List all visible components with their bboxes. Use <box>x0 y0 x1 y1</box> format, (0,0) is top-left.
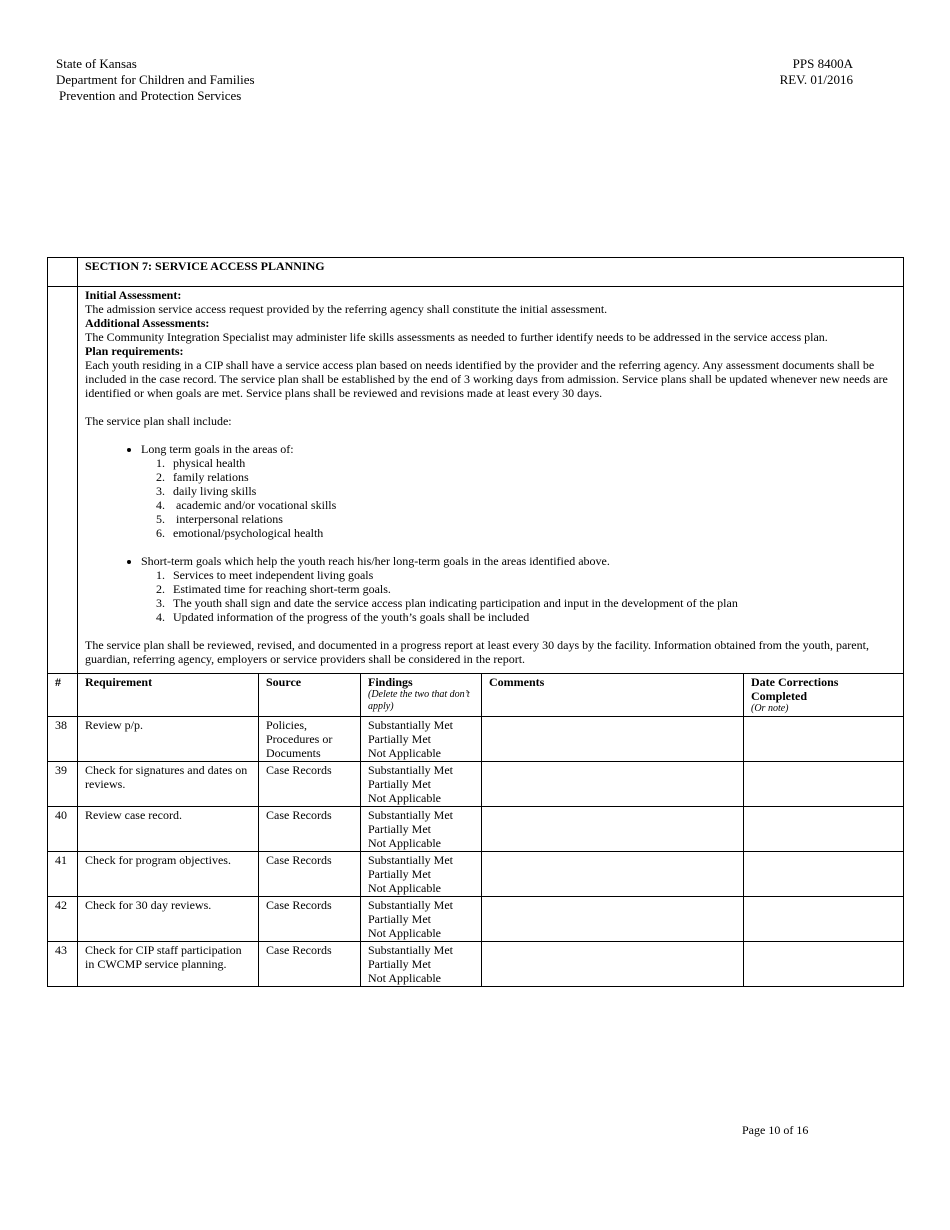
findings-option: Not Applicable <box>368 926 441 940</box>
table-row <box>48 897 904 942</box>
row-number: 41 <box>48 852 78 897</box>
column-header-row <box>48 674 904 717</box>
col-date-header <box>744 674 904 717</box>
row-number: 39 <box>48 762 78 807</box>
bullet-short-term-text: Short-term goals which help the youth reach his/her long-term goals in the areas identified above. <box>141 554 610 568</box>
intro-num-cell <box>48 287 78 674</box>
initial-assessment-text: The admission service access request provided by the referring agency shall constitute the initial assessment. <box>85 302 608 316</box>
row-findings[interactable] <box>361 852 482 897</box>
plan-include-text: The service plan shall include: <box>85 414 232 428</box>
bullet-short-term <box>141 554 896 624</box>
header-form-id <box>760 56 853 88</box>
row-comments[interactable] <box>482 717 744 762</box>
findings-option: Partially Met <box>368 777 431 791</box>
row-date-corrections[interactable] <box>744 807 904 852</box>
section-num-cell <box>48 258 78 287</box>
findings-option: Partially Met <box>368 867 431 881</box>
row-source: Case Records <box>259 762 361 807</box>
row-date-corrections[interactable] <box>744 762 904 807</box>
header-department: Department for Children and Families <box>56 72 255 87</box>
row-source: Case Records <box>259 897 361 942</box>
list-item: 6. emotional/psychological health <box>168 526 896 540</box>
review-table <box>47 257 904 987</box>
bullet-list-short-term <box>85 554 896 624</box>
table-row <box>48 852 904 897</box>
list-item: 2. family relations <box>168 470 896 484</box>
header-form-number: PPS 8400A <box>792 56 853 71</box>
col-findings-header <box>361 674 482 717</box>
additional-assessments-text: The Community Integration Specialist may administer life skills assessments as needed to further identify needs to be addressed in the service access plan. <box>85 330 828 344</box>
row-number: 38 <box>48 717 78 762</box>
findings-option: Not Applicable <box>368 746 441 760</box>
row-date-corrections[interactable] <box>744 942 904 987</box>
row-findings[interactable] <box>361 897 482 942</box>
date-label: Date Corrections Completed <box>751 675 839 703</box>
section-intro <box>78 287 904 674</box>
findings-note: (Delete the two that don’t apply) <box>368 689 470 712</box>
list-item: 4. Updated information of the progress of the youth’s goals shall be included <box>168 610 896 624</box>
row-findings[interactable] <box>361 762 482 807</box>
row-requirement: Review case record. <box>78 807 259 852</box>
row-comments[interactable] <box>482 762 744 807</box>
row-source: Policies, Procedures or Documents <box>259 717 361 762</box>
bullet-long-term <box>141 442 896 540</box>
findings-option: Substantially Met <box>368 853 453 867</box>
additional-assessments-label: Additional Assessments: <box>85 316 210 330</box>
list-item: 4. academic and/or vocational skills <box>168 498 896 512</box>
list-item: 3. The youth shall sign and date the service access plan indicating participation and input in the development of the plan <box>168 596 896 610</box>
findings-option: Partially Met <box>368 732 431 746</box>
header-agency <box>56 56 255 104</box>
section-title: SECTION 7: SERVICE ACCESS PLANNING <box>78 258 904 287</box>
date-note: (Or note) <box>751 703 789 714</box>
list-item: 1. physical health <box>168 456 896 470</box>
long-term-list <box>141 456 896 540</box>
findings-option: Substantially Met <box>368 943 453 957</box>
header-state: State of Kansas <box>56 56 137 71</box>
header-revision: REV. 01/2016 <box>779 72 853 87</box>
findings-option: Substantially Met <box>368 808 453 822</box>
plan-requirements-label: Plan requirements: <box>85 344 184 358</box>
findings-option: Not Applicable <box>368 791 441 805</box>
row-source: Case Records <box>259 807 361 852</box>
table-row <box>48 717 904 762</box>
row-findings[interactable] <box>361 942 482 987</box>
list-item: 5. interpersonal relations <box>168 512 896 526</box>
list-item: 1. Services to meet independent living goals <box>168 568 896 582</box>
row-comments[interactable] <box>482 942 744 987</box>
findings-option: Substantially Met <box>368 718 453 732</box>
findings-option: Not Applicable <box>368 836 441 850</box>
row-findings[interactable] <box>361 717 482 762</box>
row-number: 40 <box>48 807 78 852</box>
header-division: Prevention and Protection Services <box>59 88 242 103</box>
list-item: 2. Estimated time for reaching short-term goals. <box>168 582 896 596</box>
short-term-list <box>141 568 896 624</box>
list-item: 3. daily living skills <box>168 484 896 498</box>
row-number: 42 <box>48 897 78 942</box>
row-number: 43 <box>48 942 78 987</box>
findings-option: Substantially Met <box>368 763 453 777</box>
col-requirement-header: Requirement <box>78 674 259 717</box>
findings-option: Not Applicable <box>368 971 441 985</box>
row-requirement: Check for 30 day reviews. <box>78 897 259 942</box>
closing-text: The service plan shall be reviewed, revised, and documented in a progress report at least every 30 days by the facility. Information obtained from the youth, parent, guardian, referring agency, employers or service providers shall be considered in the report. <box>85 638 869 666</box>
col-source-header: Source <box>259 674 361 717</box>
col-num-header: # <box>48 674 78 717</box>
row-requirement: Check for signatures and dates on reviews. <box>78 762 259 807</box>
row-source: Case Records <box>259 852 361 897</box>
findings-label: Findings <box>368 675 413 689</box>
row-comments[interactable] <box>482 852 744 897</box>
findings-option: Partially Met <box>368 822 431 836</box>
findings-option: Partially Met <box>368 957 431 971</box>
findings-option: Not Applicable <box>368 881 441 895</box>
findings-option: Substantially Met <box>368 898 453 912</box>
row-findings[interactable] <box>361 807 482 852</box>
bullet-list-long-term <box>85 442 896 540</box>
table-row <box>48 942 904 987</box>
row-date-corrections[interactable] <box>744 852 904 897</box>
row-comments[interactable] <box>482 897 744 942</box>
row-requirement: Check for program objectives. <box>78 852 259 897</box>
row-date-corrections[interactable] <box>744 897 904 942</box>
findings-option: Partially Met <box>368 912 431 926</box>
row-requirement: Review p/p. <box>78 717 259 762</box>
page-number: Page 10 of 16 <box>742 1123 809 1137</box>
initial-assessment-label: Initial Assessment: <box>85 288 182 302</box>
table-row <box>48 807 904 852</box>
bullet-long-term-text: Long term goals in the areas of: <box>141 442 294 456</box>
col-comments-header: Comments <box>482 674 744 717</box>
row-source: Case Records <box>259 942 361 987</box>
table-row <box>48 762 904 807</box>
row-date-corrections[interactable] <box>744 717 904 762</box>
row-comments[interactable] <box>482 807 744 852</box>
row-requirement: Check for CIP staff participation in CWCMP service planning. <box>78 942 259 987</box>
plan-requirements-text: Each youth residing in a CIP shall have a service access plan based on needs identified by the provider and the referring agency. Any assessment documents shall be included in the case record. The service plan shall be established by the end of 3 working days from admission. Service plans shall be updated whenever new needs are identified or when goals are met. Service plans shall be reviewed and revisions made at least every 30 days. <box>85 358 888 400</box>
